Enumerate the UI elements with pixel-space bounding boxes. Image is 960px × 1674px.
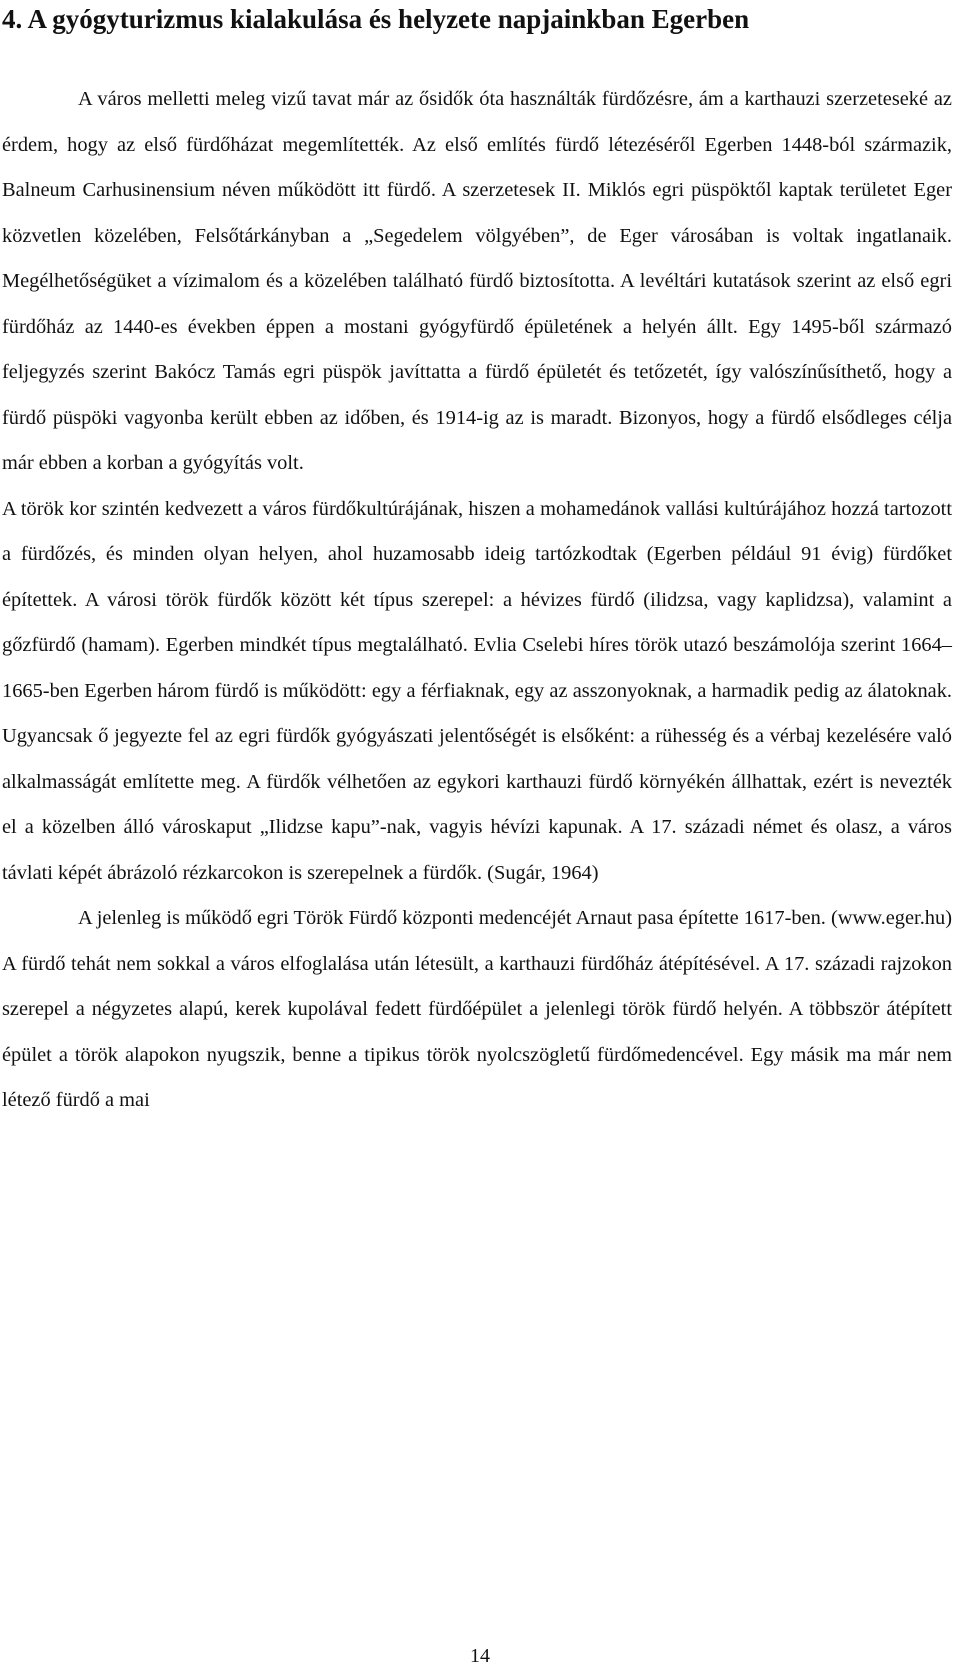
body-text bbox=[2, 77, 952, 1124]
paragraph-3: A jelenleg is működő egri Török Fürdő központi medencéjét Arnaut pasa építette 1617-ben. (www.eger.hu) A fürdő tehát nem sokkal a város elfoglalása után létesült, a karthauzi fürdőház átépítésével. A 17. századi rajzokon szerepel a négyzetes alapú, kerek kupolával fedett fürdőépület a jelenlegi török fürdő helyén. A többször átépített épület a török alapokon nyugszik, benne a tipikus török nyolcszögletű fürdőmedencével. Egy másik ma már nem létező fürdő a mai bbox=[2, 907, 952, 1111]
page-number: 14 bbox=[470, 1645, 490, 1667]
paragraph-1: A város melletti meleg vizű tavat már az ősidők óta használták fürdőzésre, ám a karthauzi szerzeteseké az érdem, hogy az első fürdőházat megemlítették. Az első említés fürdő létezéséről Egerben 1448-ból származik, Balneum Carhusinensium néven működött itt fürdő. A szerzetesek II. Miklós egri püspöktől kaptak területet Eger közvetlen közelében, Felsőtárkányban a „Segedelem völgyében”, de Eger városában is voltak ingatlanaik. Megélhetőségüket a vízimalom és a közelében található fürdő biztosította. A levéltári kutatások szerint az első egri fürdőház az 1440-es években éppen a mostani gyógyfürdő épületének a helyén állt. Egy 1495-ből származó feljegyzés szerint Bakócz Tamás egri püspök javíttatta a fürdő épületét és tetőzetét, így valószínűsíthető, hogy a fürdő püspöki vagyonba került ebben az időben, és 1914-ig az is maradt. Bizonyos, hogy a fürdő elsődleges célja már ebben a korban a gyógyítás volt. bbox=[2, 88, 952, 474]
paragraph-2: A török kor szintén kedvezett a város fürdőkultúrájának, hiszen a mohamedánok vallási kultúrájához hozzá tartozott a fürdőzés, és minden olyan helyen, ahol huzamosabb ideig tartózkodtak (Egerben például 91 évig) fürdőket építettek. A városi török fürdők között két típus szerepel: a hévizes fürdő (ilidzsa, vagy kaplidzsa), valamint a gőzfürdő (hamam). Egerben mindkét típus megtalálható. Evlia Cselebi híres török utazó beszámolója szerint 1664–1665-ben Egerben három fürdő is működött: egy a férfiaknak, egy az asszonyoknak, a harmadik pedig az álatoknak. Ugyancsak ő jegyezte fel az egri fürdők gyógyászati jelentőségét is elsőként: a rühesség és a vérbaj kezelésére való alkalmasságát említette meg. A fürdők vélhetően az egykori karthauzi fürdő környékén állhattak, ezért is nevezték el a közelben álló városkaput „Ilidzse kapu”-nak, vagyis hévízi kapunak. A 17. századi német és olasz, a város távlati képét ábrázoló rézkarcokon is szerepelnek a fürdők. (Sugár, 1964) bbox=[2, 497, 952, 884]
section-heading: 4. A gyógyturizmus kialakulása és helyzete napjainkban Egerben bbox=[2, 4, 750, 34]
